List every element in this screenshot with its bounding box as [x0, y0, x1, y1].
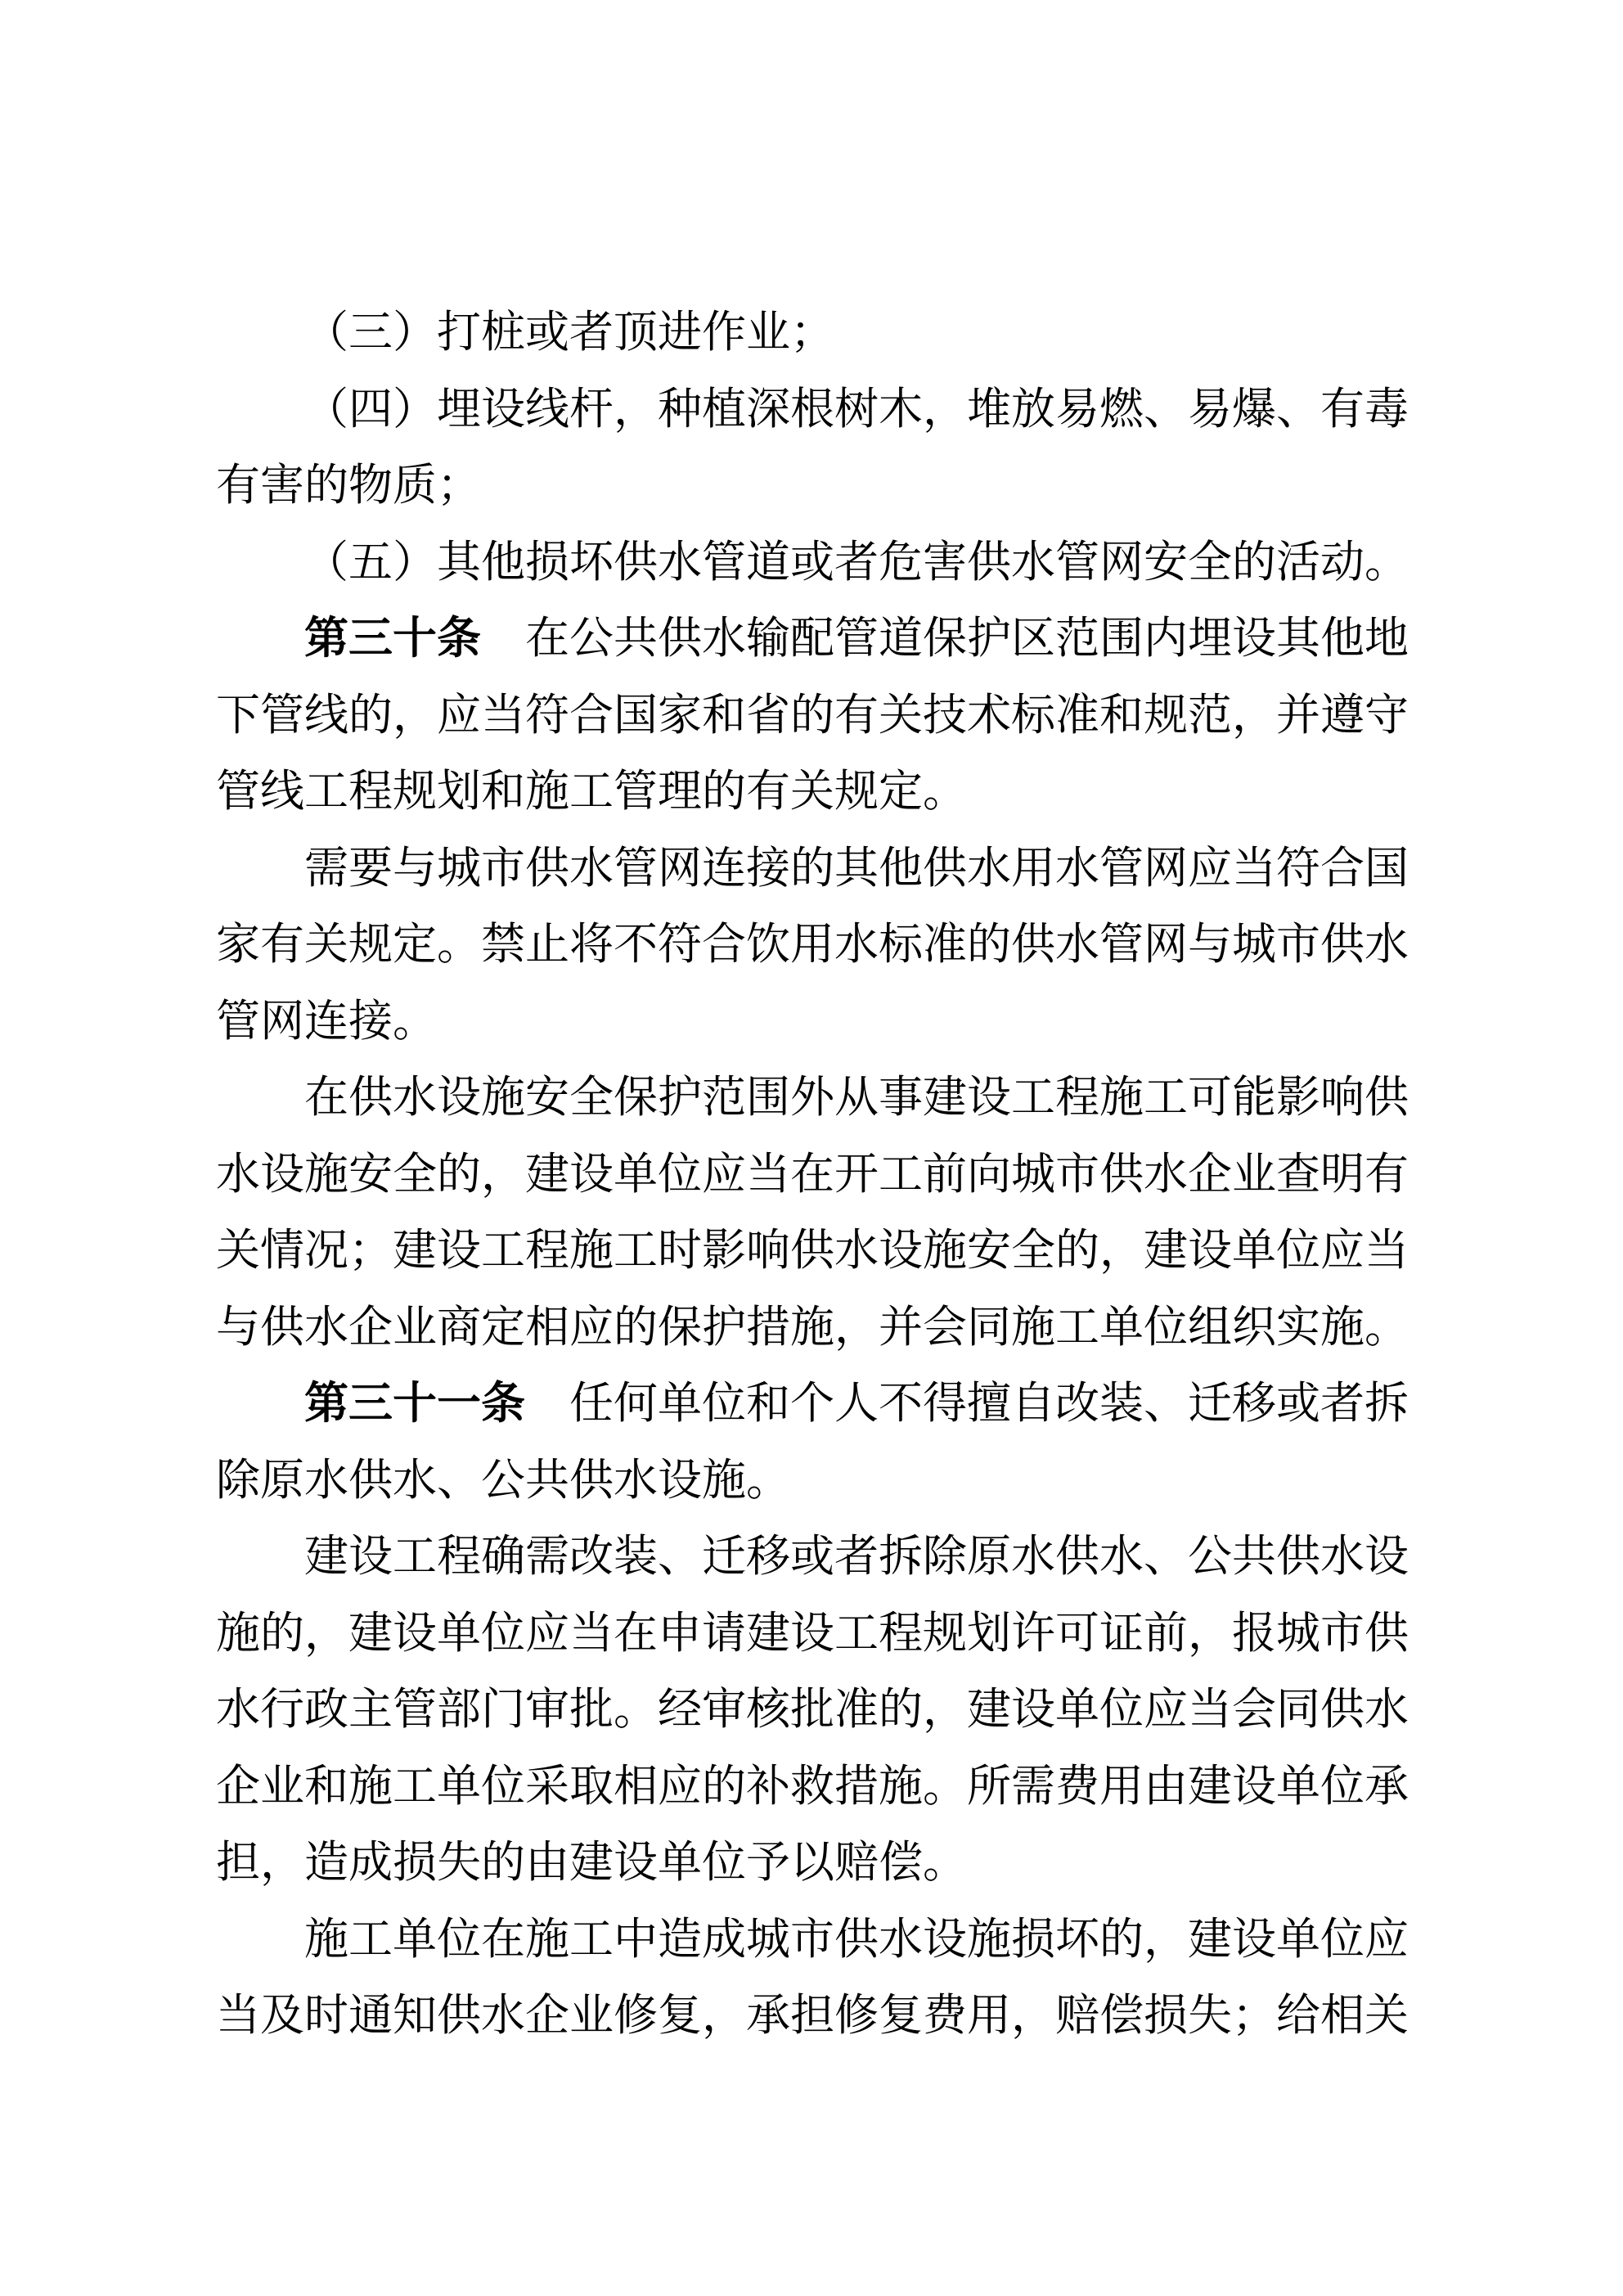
- line-text: （三）打桩或者顶进作业；: [304, 308, 834, 357]
- text-line: [216, 1137, 1409, 1213]
- line-text: 有害的物质；: [216, 461, 481, 510]
- line-text: 企业和施工单位采取相应的补救措施。所需费用由建设单位承: [216, 1761, 1409, 1811]
- line-text: 担，造成损失的由建设单位予以赔偿。: [216, 1838, 967, 1887]
- line-text: 水行政主管部门审批。经审核批准的，建设单位应当会同供水: [216, 1685, 1409, 1734]
- text-line: [216, 1825, 1409, 1902]
- line-text: 需要与城市供水管网连接的其他供水用水管网应当符合国: [304, 843, 1409, 893]
- line-text: （四）埋设线杆，种植深根树木，堆放易燃、易爆、有毒: [304, 384, 1409, 434]
- text-line: [216, 524, 1409, 601]
- text-line: [216, 1519, 1409, 1596]
- line-text: 施工单位在施工中造成城市供水设施损坏的，建设单位应: [304, 1914, 1409, 1964]
- text-line: [216, 1978, 1409, 2055]
- line-text: 在供水设施安全保护范围外从事建设工程施工可能影响供: [304, 1073, 1409, 1122]
- article-number: 第三十条: [304, 614, 481, 663]
- line-text: 建设工程确需改装、迁移或者拆除原水供水、公共供水设: [304, 1532, 1409, 1581]
- text-line: [216, 1443, 1409, 1519]
- text-line: [216, 371, 1409, 448]
- text-line: [216, 754, 1409, 831]
- line-text: 施的，建设单位应当在申请建设工程规划许可证前，报城市供: [216, 1608, 1409, 1658]
- text-line: [216, 295, 1409, 371]
- document-body: [216, 295, 1409, 2055]
- text-line: [216, 1060, 1409, 1137]
- line-text: 在公共供水输配管道保护区范围内埋设其他地: [525, 614, 1409, 663]
- line-text: （五）其他损坏供水管道或者危害供水管网安全的活动。: [304, 537, 1409, 587]
- article-number: 第三十一条: [304, 1379, 525, 1428]
- text-line: [216, 907, 1409, 984]
- text-line: [216, 678, 1409, 754]
- line-text: 管网连接。: [216, 996, 437, 1046]
- text-line: [216, 1213, 1409, 1290]
- line-text: 水设施安全的，建设单位应当在开工前向城市供水企业查明有: [216, 1149, 1409, 1199]
- line-text: 除原水供水、公共供水设施。: [216, 1455, 790, 1505]
- text-line: [216, 1672, 1409, 1749]
- line-text: 与供水企业商定相应的保护措施，并会同施工单位组织实施。: [216, 1302, 1409, 1352]
- line-text: 家有关规定。禁止将不符合饮用水标准的供水管网与城市供水: [216, 920, 1409, 969]
- line-text: 任何单位和个人不得擅自改装、迁移或者拆: [569, 1379, 1409, 1428]
- text-line: [216, 984, 1409, 1060]
- text-line: [216, 448, 1409, 524]
- text-line: [216, 1749, 1409, 1826]
- line-text: 管线工程规划和施工管理的有关规定。: [216, 767, 967, 816]
- line-text: 当及时通知供水企业修复，承担修复费用，赔偿损失；给相关: [216, 1991, 1409, 2040]
- text-line: [216, 1596, 1409, 1672]
- line-text: 下管线的，应当符合国家和省的有关技术标准和规范，并遵守: [216, 690, 1409, 740]
- line-text: 关情况；建设工程施工时影响供水设施安全的，建设单位应当: [216, 1226, 1409, 1275]
- text-line: [216, 1290, 1409, 1366]
- text-line: [216, 601, 1409, 678]
- text-line: [216, 1366, 1409, 1443]
- text-line: [216, 831, 1409, 907]
- text-line: [216, 1902, 1409, 1979]
